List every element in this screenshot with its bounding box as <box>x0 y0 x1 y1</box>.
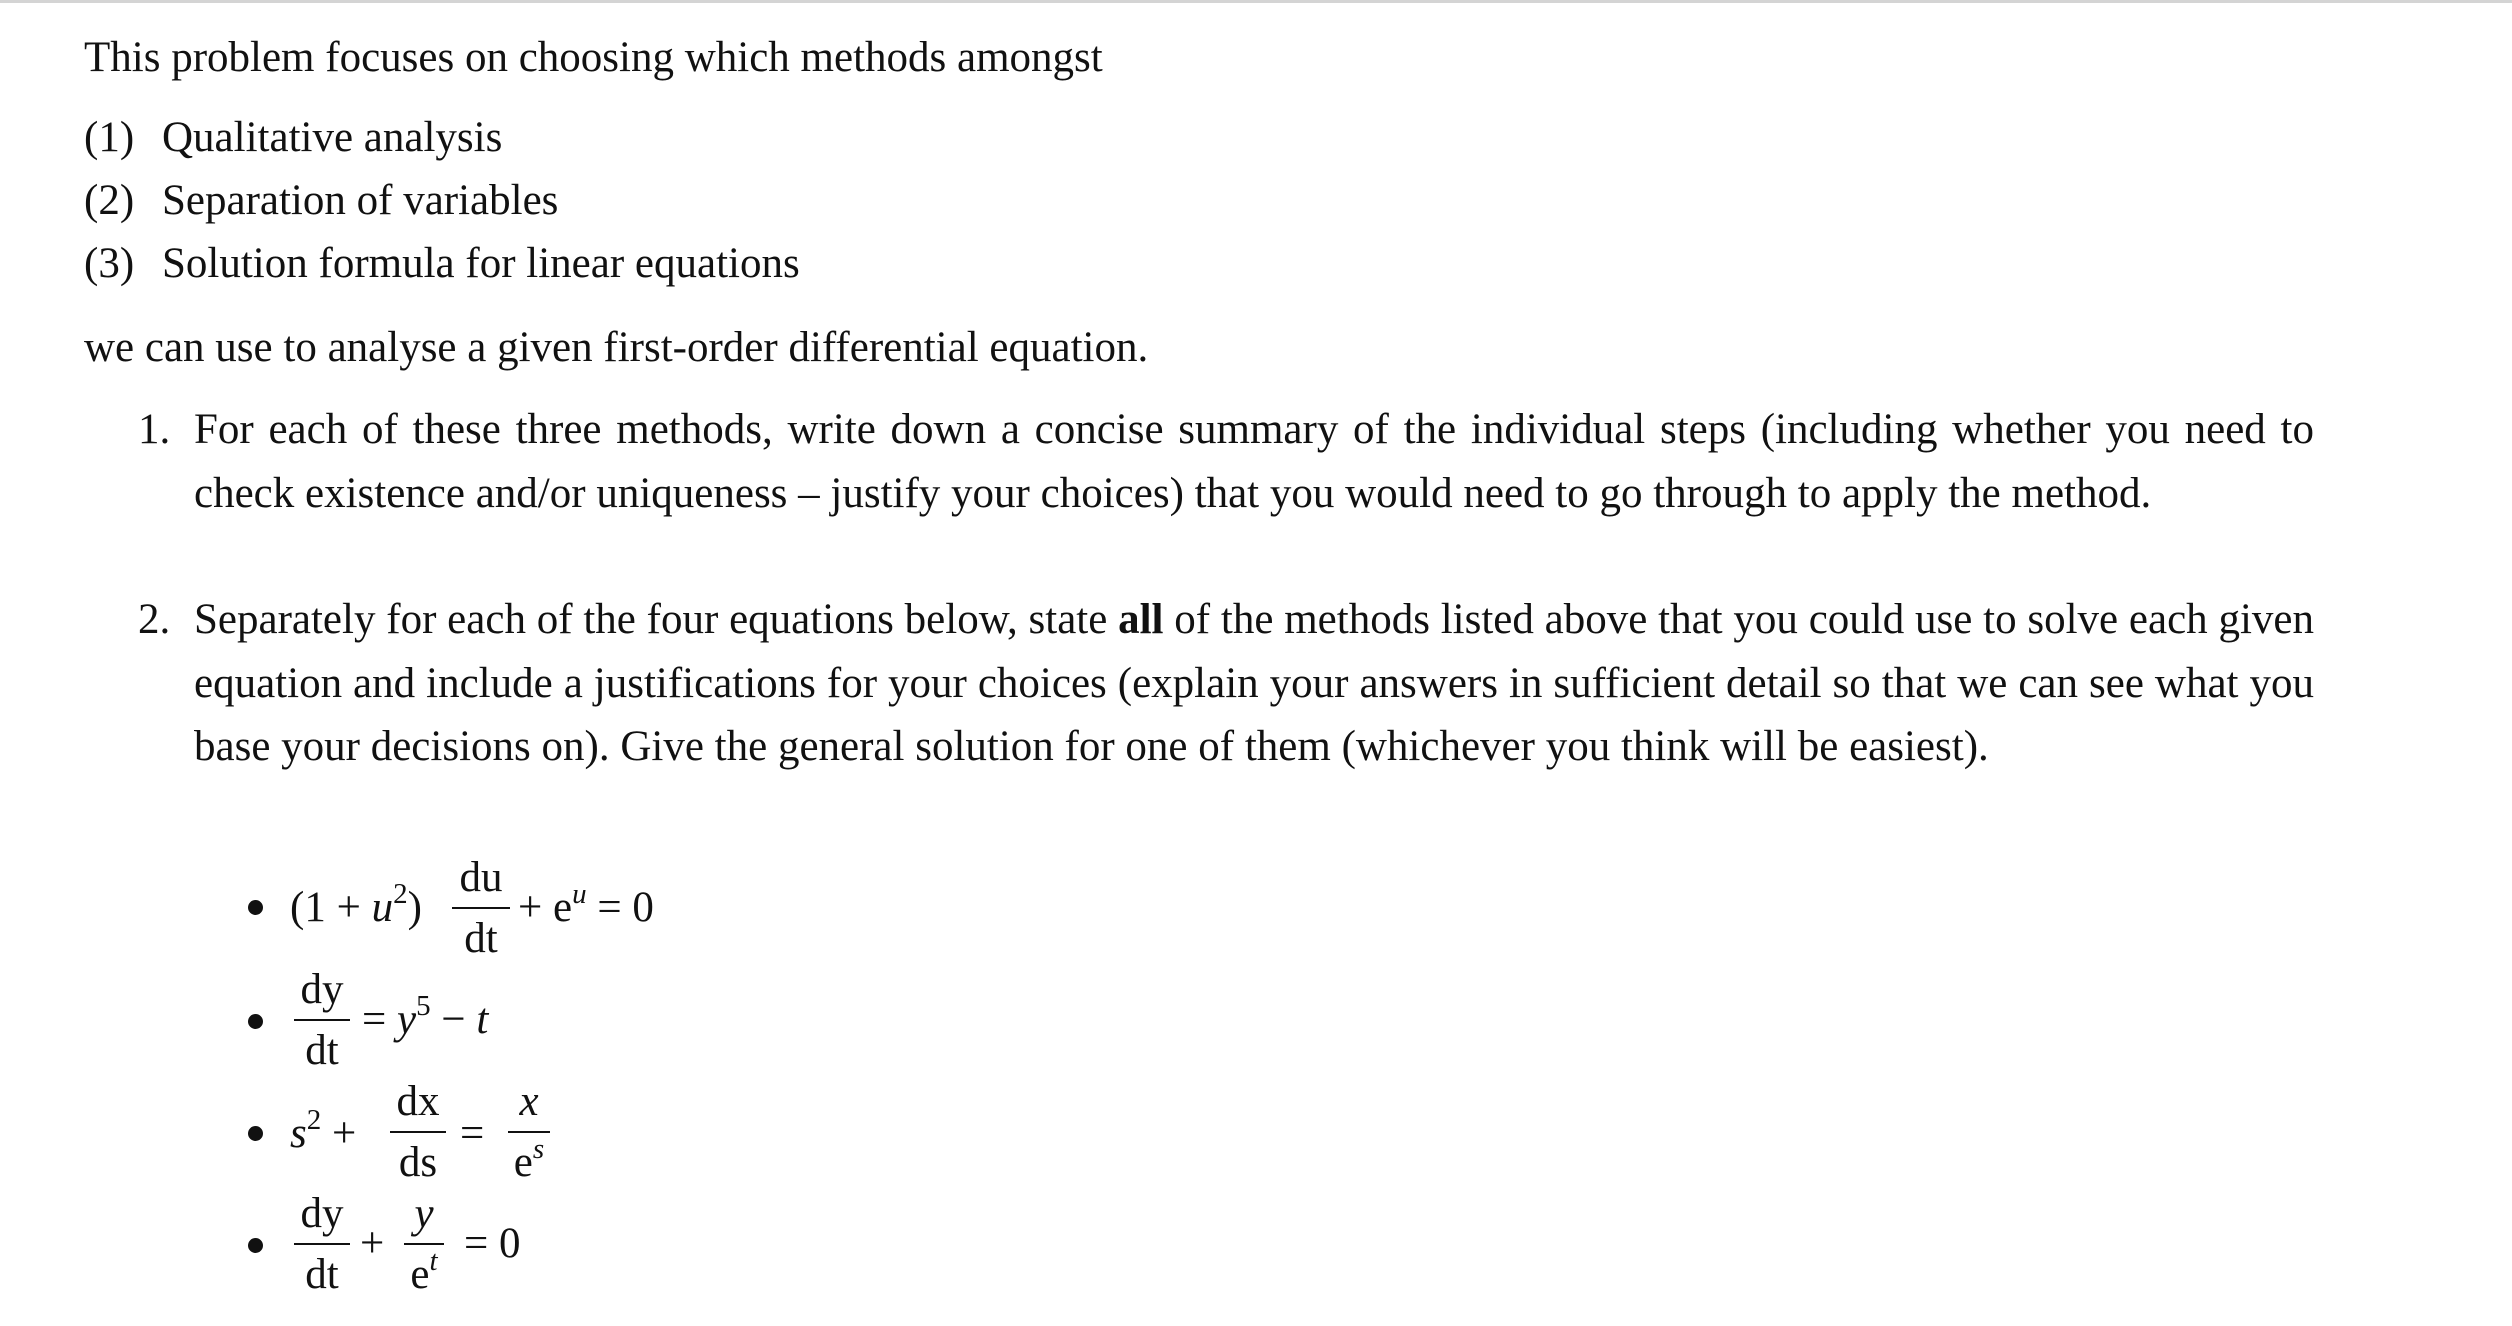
eq1-rhs: + $e^u = 0$ <box>518 878 654 931</box>
method-number-1: (1) <box>84 114 135 161</box>
task-text-1: For each of these three methods, write down a concise summary of the individual steps (including whether you need to check existence and/or uniqueness – justify your choices) that you would need to go through to apply the method. <box>194 406 2314 517</box>
method-label-1: Qualitative analysis <box>162 114 503 161</box>
bullet-2 <box>248 1014 263 1029</box>
eq1-fraction: du dt <box>452 856 510 960</box>
method-label-2: Separation of variables <box>162 177 559 224</box>
task-number-2: 2. <box>138 596 171 643</box>
eq2-fraction: dy dt <box>294 968 350 1072</box>
task-number-1: 1. <box>138 406 171 453</box>
eq4-fraction-2: y $e^t$ <box>404 1192 444 1296</box>
task-text-2 <box>194 588 2314 779</box>
eq3-equals: = <box>460 1110 485 1157</box>
bullet-1 <box>248 900 263 915</box>
method-number-2: (2) <box>84 177 135 224</box>
eq3-lhs: $s^2$ + <box>290 1104 357 1157</box>
task-text-2-bold: all <box>1118 596 1164 643</box>
method-label-3: Solution formula for linear equations <box>162 240 800 287</box>
eq1-lhs: $(1 + u^2)$ <box>290 878 422 931</box>
intro-text: This problem focuses on choosing which methods amongst <box>84 34 1103 81</box>
method-number-3: (3) <box>84 240 135 287</box>
task-text-2-end: of the methods listed above that you could use to solve each given equation and include a justifications for your choices (explain your answers in sufficient detail so that we can see what you base your decisions on). Give the general solution for one of them (whichever you think will be easiest). <box>194 596 2315 770</box>
task-text-2-start: Separately for each of the four equations below, state <box>194 596 1119 643</box>
bullet-3 <box>248 1126 263 1141</box>
methods-purpose-text: we can use to analyse a given first-order differential equation. <box>84 324 1149 371</box>
eq3-fraction-2: x $e^s$ <box>508 1080 550 1184</box>
eq2-rhs: = $y^5 - t$ <box>362 990 489 1043</box>
bullet-4 <box>248 1238 263 1253</box>
eq3-fraction-1: dx ds <box>390 1080 446 1184</box>
eq4-plus: + <box>360 1220 385 1267</box>
eq4-fraction-1: dy dt <box>294 1192 350 1296</box>
eq4-rhs: = 0 <box>464 1220 521 1267</box>
